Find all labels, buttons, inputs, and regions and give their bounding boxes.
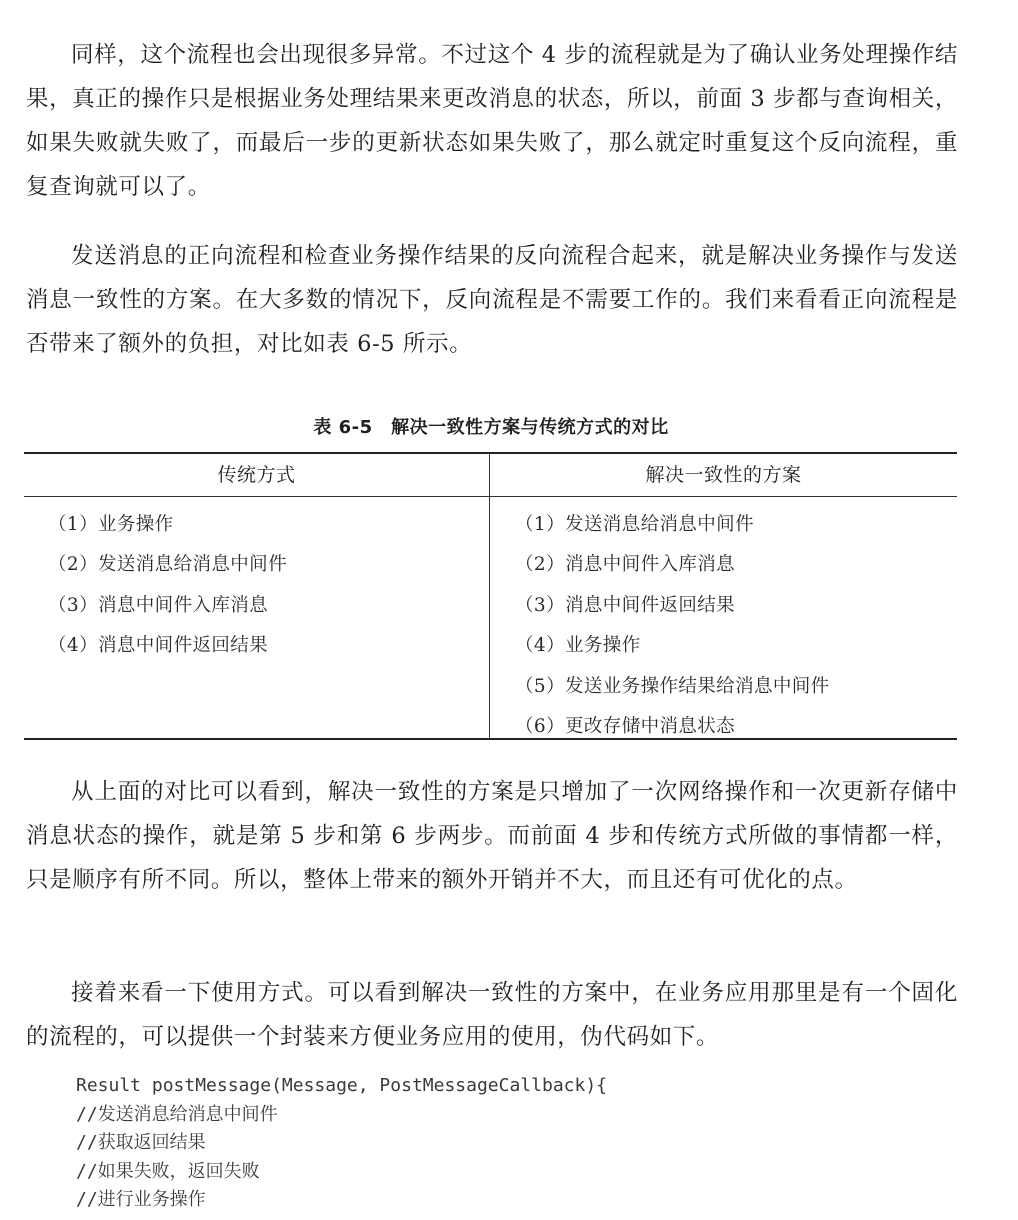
consistency-steps-list <box>490 497 957 747</box>
traditional-step: （2）发送消息给消息中间件 <box>48 554 287 576</box>
traditional-column <box>24 454 489 738</box>
consistency-step: （2）消息中间件入库消息 <box>515 554 736 576</box>
code-comment-line: //进行业务操作 <box>76 1189 206 1210</box>
traditional-step: （3）消息中间件入库消息 <box>48 594 269 616</box>
consistency-step: （4）业务操作 <box>515 635 641 657</box>
pseudo-code-block <box>76 1072 607 1215</box>
code-comment-line: //如果失败，返回失败 <box>76 1160 260 1182</box>
code-comment-line: //发送消息给消息中间件 <box>76 1103 278 1125</box>
traditional-step: （4）消息中间件返回结果 <box>48 635 269 657</box>
traditional-column-header: 传统方式 <box>24 454 489 497</box>
paragraph-forward-reverse-flow: 发送消息的正向流程和检查业务操作结果的反向流程合起来，就是解决业务操作与发送消息一致性的方案。在大多数的情况下，反向流程是不需要工作的。我们来看看正向流程是否带来了额外的负担，对比如表 6-5 所示。 <box>26 243 958 357</box>
consistency-step: （1）发送消息给消息中间件 <box>515 514 754 535</box>
consistency-column-header: 解决一致性的方案 <box>490 454 957 497</box>
traditional-steps-list <box>24 497 489 667</box>
paragraph-comparison-summary: 从上面的对比可以看到，解决一致性的方案是只增加了一次网络操作和一次更新存储中消息状态的操作，就是第 5 步和第 6 步两步。而前面 4 步和传统方式所做的事情都一样，只是顺序有所不同。所以，整体上带来的额外开销并不大，而且还有可优化的点。 <box>26 779 958 893</box>
traditional-step: （1）业务操作 <box>48 514 174 535</box>
paragraph-exception-handling: 同样，这个流程也会出现很多异常。不过这个 4 步的流程就是为了确认业务处理操作结果，真正的操作只是根据业务处理结果来更改消息的状态，所以，前面 3 步都与查询相关，如果失败就失败了，而最后一步的更新状态如果失败了，那么就定时重复这个反向流程，重复查询就可以了。 <box>26 42 958 200</box>
consistency-step: （6）更改存储中消息状态 <box>515 715 736 737</box>
code-line: Result postMessage(Message, PostMessageCallback){ <box>76 1075 608 1096</box>
table-caption: 表 6-5 解决一致性方案与传统方式的对比 <box>313 417 669 438</box>
consistency-step: （5）发送业务操作结果给消息中间件 <box>515 675 830 697</box>
comparison-table <box>24 452 957 740</box>
consistency-step: （3）消息中间件返回结果 <box>515 594 736 616</box>
paragraph-usage-intro: 接着来看一下使用方式。可以看到解决一致性的方案中，在业务应用那里是有一个固化的流程的，可以提供一个封装来方便业务应用的使用，伪代码如下。 <box>26 980 958 1050</box>
consistency-column <box>489 454 957 738</box>
code-comment-line: //获取返回结果 <box>76 1132 206 1153</box>
